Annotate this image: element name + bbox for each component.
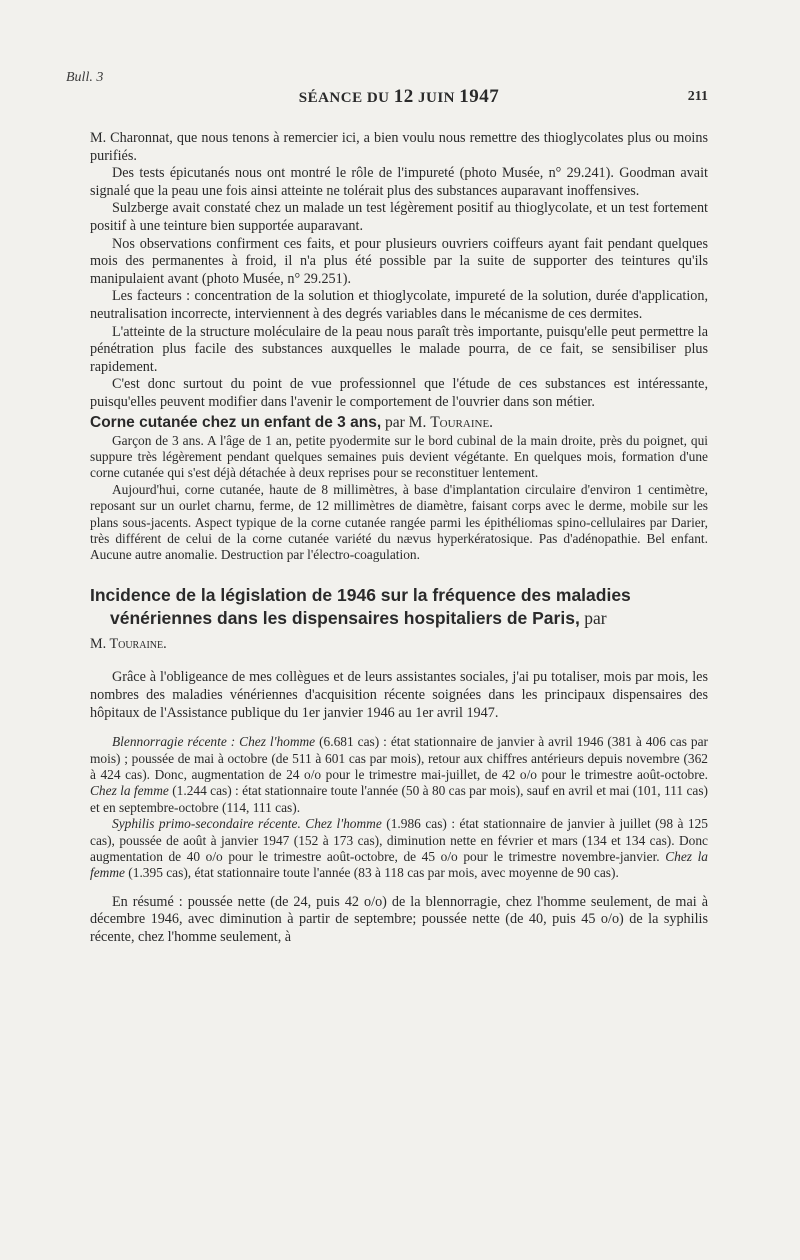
paragraph: Les facteurs : concentration de la solution et thioglycolate, impureté de la solution, durée d'application, neutralisation incorrecte, interviennent à des degrés variables dans le mécanisme de ces dermites. [90,288,708,322]
paragraph: Nos observations confirment ces faits, et pour plusieurs ouvriers coiffeurs ayant fait pendant quelques mois des permanentes à froid, il n'a plus été possible par la suite de supporter des teintures qu'ils manipulaient avant (photo Musée, n° 29.251). [90,235,708,287]
paragraph: C'est donc surtout du point de vue professionnel que l'étude de ces substances est intéressante, puisqu'elles peuvent modifier dans l'avenir le comportement de l'ouvrier dans son métier. [90,376,708,410]
blenno-label-femme: Chez la femme [90,783,169,799]
paragraph: L'atteinte de la structure moléculaire de la peau nous paraît très importante, puisqu'elle peut permettre la pénétration plus facile des substances auxquelles le malade pourra, de ce fait, se sensibiliser plus rapidement. [90,323,708,375]
paragraph: Garçon de 3 ans. A l'âge de 1 an, petite pyodermite sur le bord cubinal de la main droite, près du poignet, qui suppure très légèrement pendant quelques semaines puis devient végétante. En quelques mois, formation d'une corne cutanée qui s'est déjà détachée à deux reprises pour se reconstituer lentement. [90,432,708,481]
running-head-month: JUIN [413,90,460,106]
blenno-text-femme: (1.244 cas) : état stationnaire toute l'année (50 à 80 cas par mois), sauf en avril et mai (101, 111 cas) et en septembre-octobre (114, 111 cas). [90,783,709,815]
running-head-day: 12 [393,86,414,107]
running-head-year: 1947 [459,86,500,107]
case-report [90,433,708,564]
section-author: Touraine. [430,413,494,431]
bulletin-mark: Bull. 3 [66,70,104,85]
section-by: par [579,607,607,628]
paragraph: M. Charonnat, que nous tenons à remercier ici, a bien voulu nous remettre des thioglycolates plus ou moins purifiés. [90,130,708,164]
syph-label-femme: Chez la femme [90,848,708,881]
paragraph-blennorragie [90,734,708,816]
section-title-text: Corne cutanée chez un enfant de 3 ans, [90,413,382,431]
page-number: 211 [687,89,708,104]
paragraph: Sulzberge avait constaté chez un malade un test légèrement positif au thioglycolate, et un test fortement positif à une teinture bien supportée auparavant. [90,200,708,234]
article-body [90,130,708,947]
section-title-line1: Incidence de la législation de 1946 sur la fréquence des maladies [90,584,631,605]
running-head-prefix: SÉANCE DU [298,90,394,106]
syph-text: (1.986 cas) : état stationnaire de janvier à juillet (98 à 125 cas), poussée de août à janvier 1947 (152 à 173 cas), diminution nette en février et mars (134 et 134 cas). Donc augmentation de 40 o/o pour le trimestre août-octobre, de 45 o/o pour le trimestre novembre-janvier. [90,816,708,864]
paragraph: Des tests épicutanés nous ont montré le rôle de l'impureté (photo Musée, n° 29.241). Goodman avait signalé que la peau une fois ainsi atteinte ne tolérait plus des substances auparavant inoffensives. [90,165,708,199]
section-by: par M. [381,413,431,431]
blenno-text: (6.681 cas) : état stationnaire de janvier à avril 1946 (381 à 406 cas par mois) ; poussée de mai à octobre (de 511 à 601 cas par mois), retour aux chiffres antérieurs depuis novembre (362 à 424 cas). Donc, augmentation de 24 o/o pour le trimestre mai-juillet, de 42 o/o pour le trimestre août-octobre. [90,734,708,782]
syph-text-femme: (1.395 cas), état stationnaire toute l'année (83 à 118 cas par mois, avec moyenne de 90 cas). [124,865,619,881]
section-heading-incidence [90,584,708,630]
section-author: M. Touraine. [90,635,167,652]
paragraph-intro: Grâce à l'obligeance de mes collègues et de leurs assistantes sociales, j'ai pu totaliser, mois par mois, les nombres des maladies vénériennes d'acquisition récente soignées dans les principaux dispensaires des hôpitaux de l'Assistance publique du 1er janvier 1946 au 1er avril 1947. [90,669,708,721]
blenno-label: Blennorragie récente : Chez l'homme [112,734,316,750]
syph-label: Syphilis primo-secondaire récente. Chez l'homme [112,816,382,832]
running-head [90,86,708,108]
paragraph: Aujourd'hui, corne cutanée, haute de 8 millimètres, à base d'implantation circulaire d'environ 1 centimètre, reposant sur un ourlet charnu, ferme, de 12 millimètres de diamètre, faisant corps avec le derme, mobile sur les plans sous-jacents. Aspect typique de la corne cutanée rangée parmi les épithéliomas spino-cellulaires par Darier, très différent de celui de la corne cutanée variété du nævus hyperkératosique. Pas d'adénopathie. Bel enfant. Aucune autre anomalie. Destruction par l'électro-coagulation. [90,481,708,563]
section-heading-corne-cutanee [90,412,708,433]
paragraph-summary: En résumé : poussée nette (de 24, puis 42 o/o) de la blennorragie, chez l'homme seulement, de mai à décembre 1946, avec diminution à partir de septembre; poussée nette (de 40, puis 45 o/o) de la syphilis récente, chez l'homme seulement, à [90,893,708,945]
paragraph-syphilis [90,816,708,882]
statistics-block [90,734,708,882]
page-header [90,86,708,112]
section-title-line2: vénériennes dans les dispensaires hospitaliers de Paris, [110,607,580,628]
